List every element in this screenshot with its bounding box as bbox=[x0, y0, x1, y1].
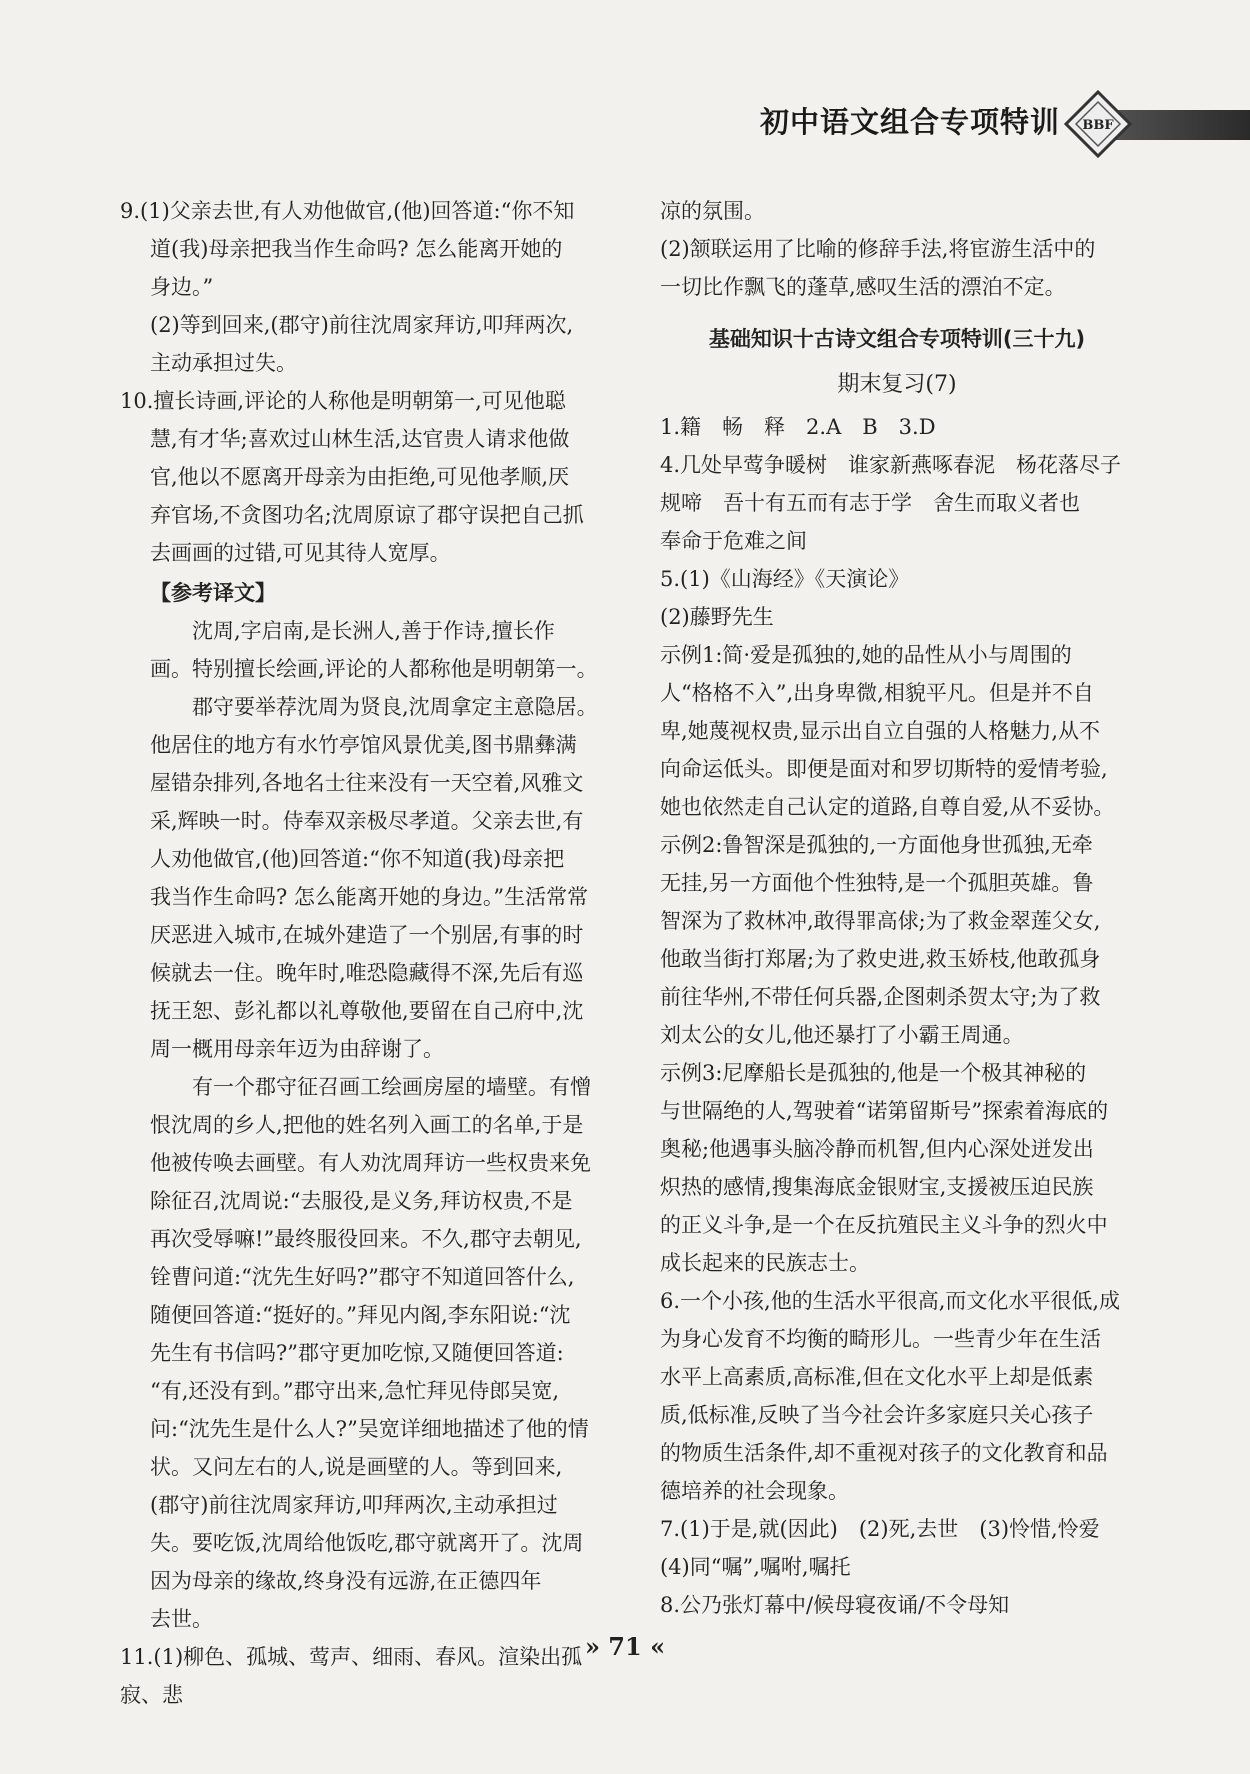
page-number: 71 bbox=[608, 1632, 642, 1661]
section-subtitle: 期末复习(7) bbox=[837, 372, 957, 397]
line: 人“格格不入”,出身卑微,相貌平凡。但是并不自 bbox=[660, 681, 1094, 705]
line: 候就去一住。晚年时,唯恐隐藏得不深,先后有巡 bbox=[150, 961, 584, 985]
answer-4: 4.几处早莺争暖树 谁家新燕啄春泥 杨花落尽子 bbox=[660, 453, 1122, 477]
line: 他敢当街打郑屠;为了救史进,救玉娇枝,他敢孤身 bbox=[660, 947, 1101, 971]
line: 卑,她蔑视权贵,显示出自立自强的人格魅力,从不 bbox=[660, 719, 1101, 743]
answer-1: 1.籍 畅 释 2.A B 3.D bbox=[660, 415, 936, 439]
line: 质,低标准,反映了当今社会许多家庭只关心孩子 bbox=[660, 1403, 1094, 1427]
answer-6: 6.一个小孩,他的生活水平很高,而文化水平很低,成 bbox=[660, 1289, 1121, 1313]
line: 炽热的感情,搜集海底金银财宝,支援被压迫民族 bbox=[660, 1175, 1094, 1199]
right-column bbox=[660, 192, 1134, 1624]
answer-9-1 bbox=[120, 192, 604, 230]
line: 除征召,沈周说:“去服役,是义务,拜访权贵,不是 bbox=[150, 1189, 573, 1213]
line: 官,他以不愿离开母亲为由拒绝,可见他孝顺,厌 bbox=[150, 465, 570, 489]
line: 为身心发育不均衡的畸形儿。一些青少年在生活 bbox=[660, 1327, 1101, 1351]
line: 郡守要举荐沈周为贤良,沈周拿定主意隐居。 bbox=[192, 695, 598, 719]
line: 主动承担过失。 bbox=[150, 351, 297, 375]
line: 刘太公的女儿,他还暴打了小霸王周通。 bbox=[660, 1023, 1024, 1047]
line: 慧,有才华;喜欢过山林生活,达官贵人请求他做 bbox=[150, 427, 570, 451]
line: (2)颔联运用了比喻的修辞手法,将宦游生活中的 bbox=[660, 237, 1096, 261]
logo-text: BBF bbox=[1082, 118, 1114, 133]
answer-7: 7.(1)于是,就(因此) (2)死,去世 (3)怜惜,怜爱 bbox=[660, 1517, 1100, 1541]
line: 奥秘;他遇事头脑冷静而机智,但内心深处迸发出 bbox=[660, 1137, 1094, 1161]
line: 我当作生命吗? 怎么能离开她的身边。”生活常常 bbox=[150, 885, 589, 909]
line: 向命运低头。即便是面对和罗切斯特的爱情考验, bbox=[660, 757, 1108, 781]
line: 凉的氛围。 bbox=[660, 199, 765, 223]
line: 示例3:尼摩船长是孤独的,他是一个极其神秘的 bbox=[660, 1061, 1087, 1085]
line: 周一概用母亲年迈为由辞谢了。 bbox=[150, 1037, 444, 1061]
page-footer bbox=[0, 1632, 1250, 1661]
answer-9-2: (2)等到回来,(郡守)前往沈周家拜访,叩拜两次, bbox=[150, 313, 574, 337]
footer-right-mark: « bbox=[650, 1632, 666, 1661]
line: 水平上高素质,高标准,但在文化水平上却是低素 bbox=[660, 1365, 1094, 1389]
line: 先生有书信吗?”郡守更加吃惊,又随便回答道: bbox=[150, 1341, 564, 1365]
line: “有,还没有到。”郡守出来,急忙拜见侍郎吴宽, bbox=[150, 1379, 559, 1403]
line: 他居住的地方有水竹亭馆风景优美,图书鼎彝满 bbox=[150, 733, 577, 757]
line: 与世隔绝的人,驾驶着“诺第留斯号”探索着海底的 bbox=[660, 1099, 1109, 1123]
line: 去世。 bbox=[150, 1607, 213, 1631]
line: 采,辉映一时。侍奉双亲极尽孝道。父亲去世,有 bbox=[150, 809, 584, 833]
answer-10: 10.擅长诗画,评论的人称他是明朝第一,可见他聪 bbox=[120, 389, 566, 413]
line: 屋错杂排列,各地名士往来没有一天空着,风雅文 bbox=[150, 771, 584, 795]
answer-11: 11.(1)柳色、孤城、莺声、细雨、春风。渲染出孤寂、悲 bbox=[120, 1645, 583, 1707]
line: 人劝他做官,(他)回答道:“你不知道(我)母亲把 bbox=[150, 847, 565, 871]
line: 随便回答道:“挺好的。”拜见内阁,李东阳说:“沈 bbox=[150, 1303, 571, 1327]
line: 9.(1)父亲去世,有人劝他做官,(他)回答道:“你不知 bbox=[120, 199, 575, 223]
line: 弃官场,不贪图功名;沈周原谅了郡守误把自己抓 bbox=[150, 503, 584, 527]
line: 铨曹问道:“沈先生好吗?”郡守不知道回答什么, bbox=[150, 1265, 575, 1289]
line: 状。又问左右的人,说是画壁的人。等到回来, bbox=[150, 1455, 563, 1479]
answer-5: 5.(1)《山海经》《天演论》 bbox=[660, 567, 910, 591]
line: 问:“沈先生是什么人?”吴宽详细地描述了他的情 bbox=[150, 1417, 589, 1441]
line: 抚王恕、彭礼都以礼尊敬他,要留在自己府中,沈 bbox=[150, 999, 584, 1023]
line: (4)同“嘱”,嘱咐,嘱托 bbox=[660, 1555, 851, 1579]
line: 规啼 吾十有五而有志于学 舍生而取义者也 bbox=[660, 491, 1080, 515]
line: 示例2:鲁智深是孤独的,一方面他身世孤独,无牵 bbox=[660, 833, 1093, 857]
line: 画。特别擅长绘画,评论的人都称他是明朝第一。 bbox=[150, 657, 598, 681]
line: (郡守)前往沈周家拜访,叩拜两次,主动承担过 bbox=[150, 1493, 558, 1517]
line: 她也依然走自己认定的道路,自尊自爱,从不妥协。 bbox=[660, 795, 1115, 819]
line: (2)藤野先生 bbox=[660, 605, 774, 629]
line: 一切比作飘飞的蓬草,感叹生活的漂泊不定。 bbox=[660, 275, 1066, 299]
line: 身边。” bbox=[150, 275, 214, 299]
line: 前往华州,不带任何兵器,企图刺杀贺太守;为了救 bbox=[660, 985, 1101, 1009]
line: 沈周,字启南,是长洲人,善于作诗,擅长作 bbox=[192, 619, 555, 643]
section-title: 基础知识十古诗文组合专项特训(三十九) bbox=[708, 327, 1086, 351]
line: 成长起来的民族志士。 bbox=[660, 1251, 870, 1275]
line: 奉命于危难之间 bbox=[660, 529, 807, 553]
line: 的物质生活条件,却不重视对孩子的文化教育和品 bbox=[660, 1441, 1108, 1465]
line: 有一个郡守征召画工绘画房屋的墙壁。有憎 bbox=[192, 1075, 591, 1099]
line: 的正义斗争,是一个在反抗殖民主义斗争的烈火中 bbox=[660, 1213, 1108, 1237]
line: 失。要吃饭,沈周给他饭吃,郡守就离开了。沈周 bbox=[150, 1531, 584, 1555]
answer-8: 8.公乃张灯幕中/候母寝夜诵/不令母知 bbox=[660, 1593, 1010, 1617]
line: 无挂,另一方面他个性独特,是一个孤胆英雄。鲁 bbox=[660, 871, 1094, 895]
footer-left-mark: » bbox=[584, 1632, 600, 1661]
line: 他被传唤去画壁。有人劝沈周拜访一些权贵来免 bbox=[150, 1151, 591, 1175]
line: 智深为了救林冲,敢得罪高俅;为了救金翠莲父女, bbox=[660, 909, 1101, 933]
line: 因为母亲的缘故,终身没有远游,在正德四年 bbox=[150, 1569, 542, 1593]
line: 示例1:简·爱是孤独的,她的品性从小与周围的 bbox=[660, 643, 1072, 667]
line: 厌恶进入城市,在城外建造了一个别居,有事的时 bbox=[150, 923, 584, 947]
line: 恨沈周的乡人,把他的姓名列入画工的名单,于是 bbox=[150, 1113, 584, 1137]
line: 去画画的过错,可见其待人宽厚。 bbox=[150, 541, 451, 565]
line: 德培养的社会现象。 bbox=[660, 1479, 849, 1503]
header-title: 初中语文组合专项特训 bbox=[760, 105, 1061, 139]
publisher-logo-icon bbox=[1062, 88, 1134, 160]
left-column bbox=[120, 192, 604, 1714]
line: 道(我)母亲把我当作生命吗? 怎么能离开她的 bbox=[150, 237, 563, 261]
reference-translation-label: 【参考译文】 bbox=[150, 580, 276, 605]
line: 再次受辱嘛!”最终服役回来。不久,郡守去朝见, bbox=[150, 1227, 582, 1251]
